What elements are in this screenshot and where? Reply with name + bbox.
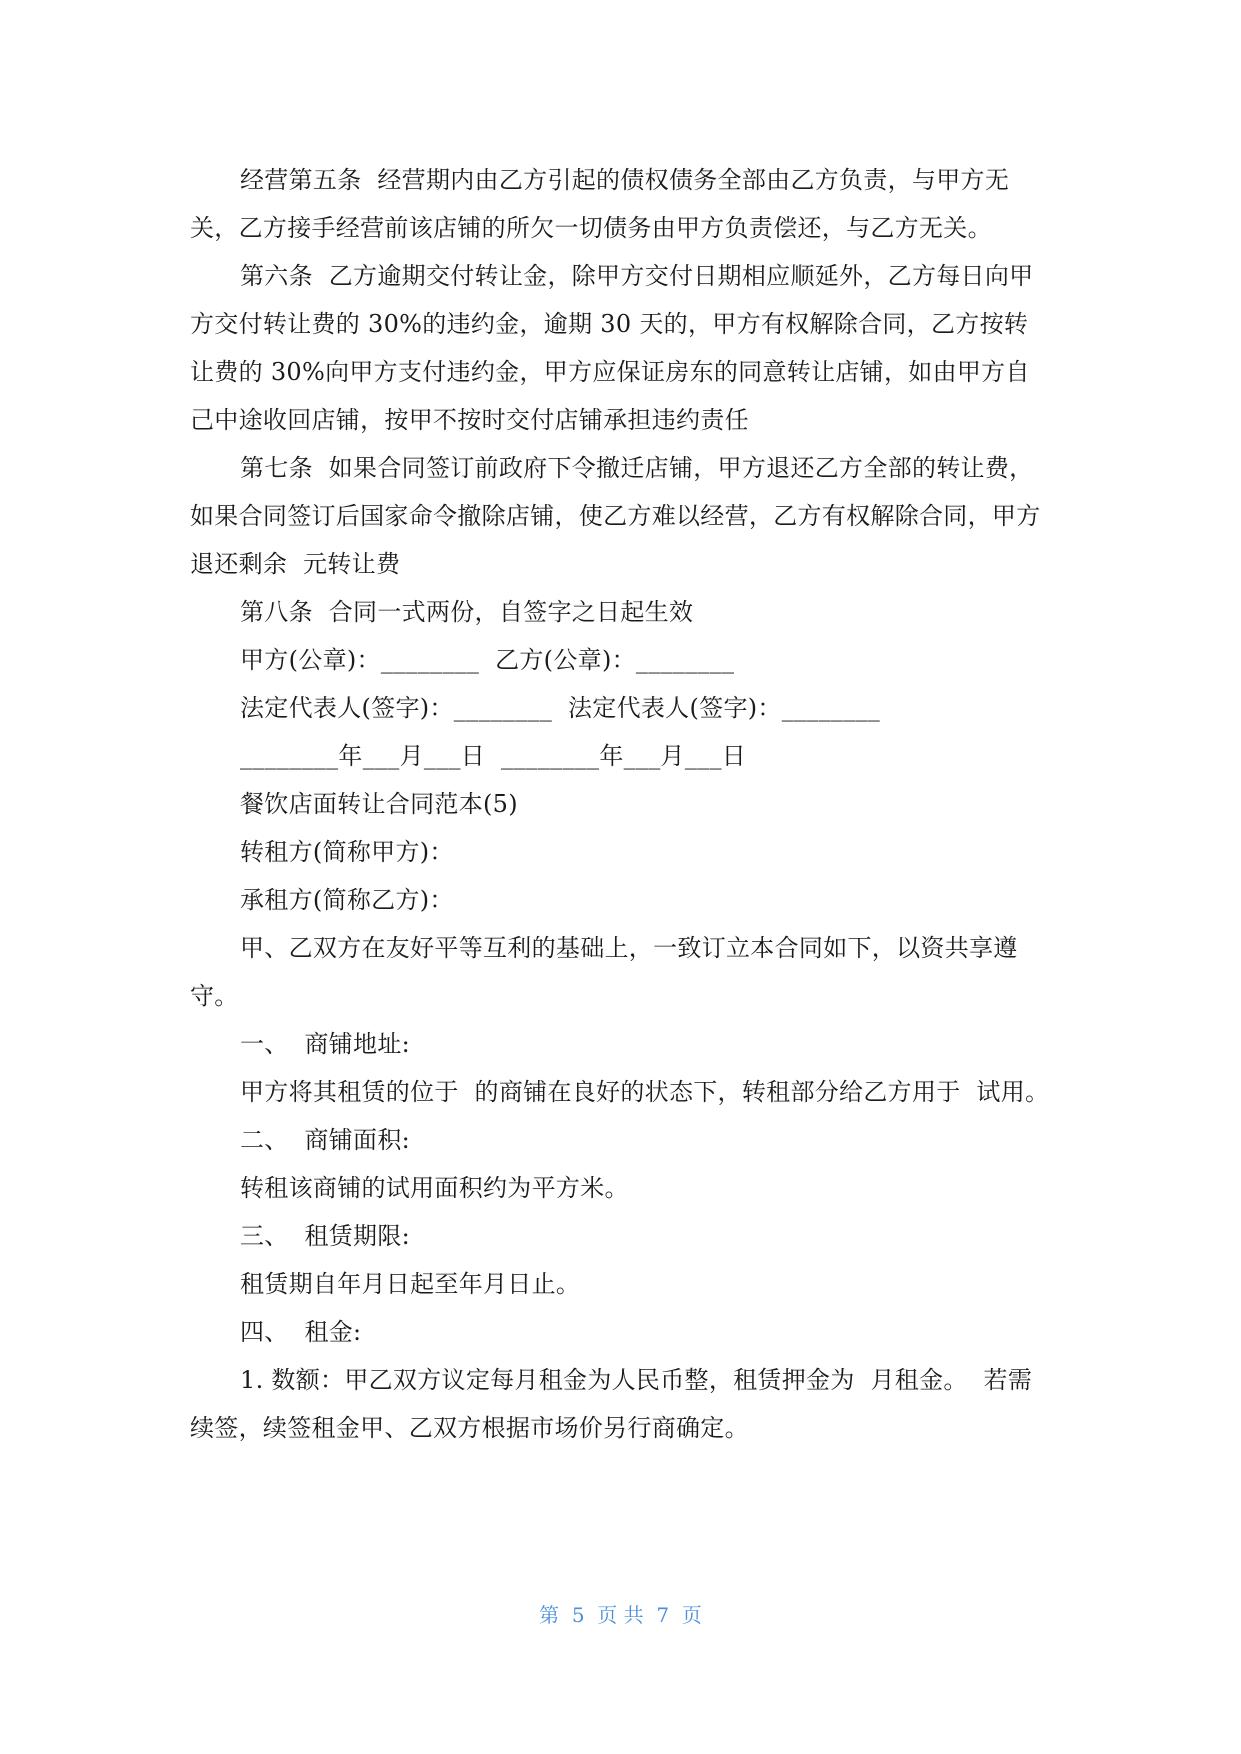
party-b-line: 承租方(简称乙方)： bbox=[240, 886, 454, 914]
clause-8: 第八条 合同一式两份，自签字之日起生效 bbox=[240, 598, 694, 626]
rent-amount-text: 1. 数额：甲乙双方议定每月租金为人民币整，租赁押金为 月租金。 若需续签，续签租金甲、乙双方根据市场价另行商确定。 bbox=[190, 1366, 1033, 1442]
clause-7: 第七条 如果合同签订前政府下令撤迁店铺，甲方退还乙方全部的转让费，如果合同签订后国家命令撤除店铺，使乙方难以经营，乙方有权解除合同，甲方退还剩余 元转让费 bbox=[190, 454, 1041, 578]
section-title: 餐饮店面转让合同范本(5) bbox=[240, 790, 518, 818]
heading-shop-address: 一、 商铺地址: bbox=[240, 1030, 411, 1058]
page-number-footer: 第 5 页 共 7 页 bbox=[539, 1603, 702, 1627]
shop-address-text: 甲方将其租赁的位于 的商铺在良好的状态下，转租部分给乙方用于 试用。 bbox=[240, 1078, 1050, 1106]
clause-5: 经营第五条 经营期内由乙方引起的债权债务全部由乙方负责，与甲方无关，乙方接手经营前该店铺的所欠一切债务由甲方负责偿还，与乙方无关。 bbox=[190, 166, 1010, 242]
clause-6: 第六条 乙方逾期交付转让金，除甲方交付日期相应顺延外，乙方每日向甲方交付转让费的 30%的违约金，逾期 30 天的，甲方有权解除合同，乙方按转让费的 30%向甲方支付违约金，甲方应保证房东的同意转让店铺，如由甲方自己中途收回店铺，按甲不按时交付店铺承担违约责任 bbox=[190, 262, 1034, 434]
lease-term-text: 租赁期自年月日起至年月日止。 bbox=[240, 1270, 581, 1298]
signature-representative-line: 法定代表人(签字)：________ 法定代表人(签字)：________ bbox=[240, 694, 881, 722]
signature-seal-line: 甲方(公章)：________ 乙方(公章)：________ bbox=[240, 646, 735, 674]
signature-date-line: ________年___月___日 ________年___月___日 bbox=[240, 742, 747, 770]
heading-rent: 四、 租金: bbox=[240, 1318, 362, 1346]
document-body bbox=[190, 156, 1050, 1452]
party-a-line: 转租方(简称甲方)： bbox=[240, 838, 454, 866]
shop-area-text: 转租该商铺的试用面积约为平方米。 bbox=[240, 1174, 629, 1202]
heading-lease-term: 三、 租赁期限: bbox=[240, 1222, 411, 1250]
heading-shop-area: 二、 商铺面积: bbox=[240, 1126, 411, 1154]
preamble: 甲、乙双方在友好平等互利的基础上，一致订立本合同如下，以资共享遵守。 bbox=[190, 934, 1018, 1010]
